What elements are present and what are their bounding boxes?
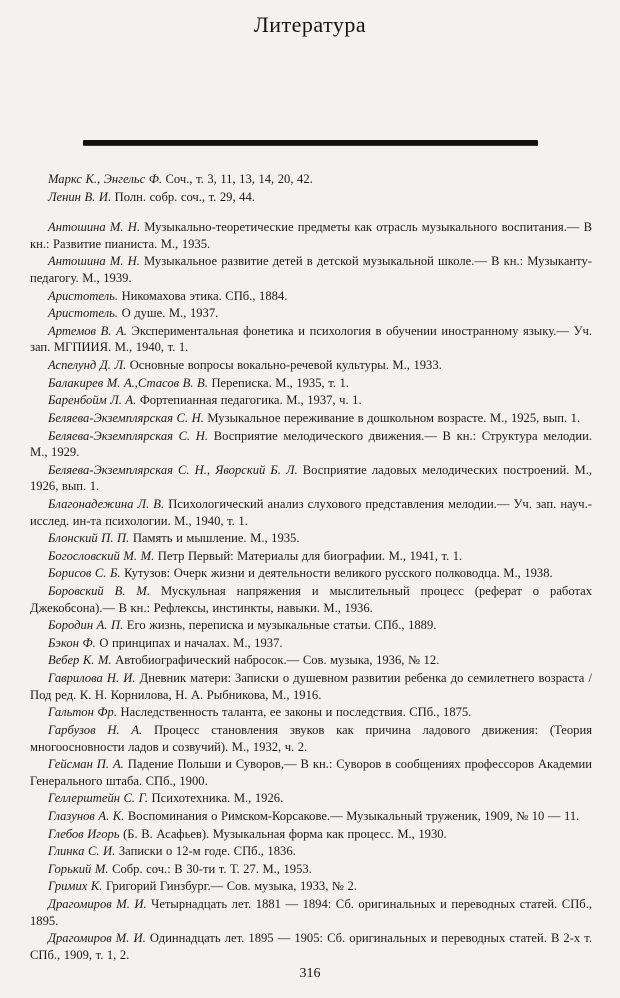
- entry-text: Музыкальное развитие детей в детской музыкальной школе.— В кн.: Музыканту-педагогу. М., 1939.: [30, 254, 592, 286]
- entry-text: Четырнадцать лет. 1881 — 1894: Сб. оригинальных и переводных статей. СПб., 1895.: [30, 896, 592, 928]
- entry-author: Благонадежина Л. В.: [48, 496, 165, 511]
- section-divider: [0, 140, 620, 145]
- entry-text: Одиннадцать лет. 1895 — 1905: Сб. оригинальных и переводных статей. В 2-х т. СПб., 1909, т. 1, 2.: [30, 931, 592, 962]
- bibliography-entry: [30, 548, 592, 565]
- entry-text: Мускульная напряжения и мыслительный процесс (реферат о работах Джекобсона).— В кн.: Рефлексы, инстинкты, навыки. М., 1936.: [30, 584, 592, 615]
- entry-text: Переписка. М., 1935, т. 1.: [207, 375, 349, 390]
- bibliography-entry: [30, 861, 592, 878]
- entry-author: Аристотель.: [48, 306, 119, 321]
- bibliography-entry: [30, 878, 592, 895]
- entry-text: Наследственность таланта, ее законы и последствия. СПб., 1875.: [116, 705, 472, 720]
- entry-text: Восприятие мелодического движения.— В кн.: Структура мелодии. М., 1929.: [30, 428, 593, 460]
- bibliography-entry: [30, 530, 592, 547]
- entry-author: Ленин В. И.: [48, 189, 112, 204]
- bibliography-entry: [30, 219, 592, 252]
- bibliography-entry: [30, 428, 592, 461]
- bibliography-entry: [30, 583, 592, 616]
- entry-text: Воспоминания о Римском-Корсакове.— Музыкальный труженик, 1909, № 10 — 11.: [124, 808, 580, 823]
- bibliography-entry: [30, 930, 592, 963]
- bibliography-entry: [30, 617, 592, 634]
- entry-text: О принципах и началах. М., 1937.: [95, 635, 283, 650]
- entry-author: Гаврилова Н. И.: [48, 671, 136, 686]
- entry-text: Записки о 12-м годе. СПб., 1836.: [115, 844, 296, 859]
- entry-author: Беляева-Экземплярская С. Н.: [48, 428, 209, 443]
- entry-author: Артемов В. А.: [48, 323, 127, 338]
- entry-text: Его жизнь, переписка и музыкальные статьи. СПб., 1889.: [123, 618, 437, 633]
- bibliography-entry: [30, 288, 592, 305]
- bibliography-list: [0, 171, 620, 963]
- entry-text: Память и мышление. М., 1935.: [129, 531, 300, 546]
- entry-text: Процесс становления звуков как причина ладового движения: (Теория многоосновности ладов и созвучий). М., 1932, ч. 2.: [30, 722, 592, 754]
- bibliography-entry: [30, 790, 592, 807]
- entry-text: Григорий Гинзбург.— Сов. музыка, 1933, № 2.: [102, 879, 357, 894]
- entry-text: Основные вопросы вокально-речевой культуры. М., 1933.: [126, 358, 442, 373]
- bibliography-entry: [30, 305, 592, 322]
- entry-author: Гейсман П. А.: [48, 757, 124, 772]
- bibliography-entry: [30, 253, 592, 286]
- bibliography-entry: [30, 565, 592, 582]
- entry-author: Беляева-Экземплярская С. Н., Яворский Б. Л.: [48, 462, 298, 477]
- bibliography-entry: [30, 357, 592, 374]
- entry-text: Никомахова этика. СПб., 1884.: [118, 288, 288, 303]
- entry-text: Петр Первый: Материалы для биографии. М., 1941, т. 1.: [154, 548, 463, 563]
- bibliography-entry: [30, 496, 592, 529]
- entry-author: Глебов Игорь: [48, 826, 120, 841]
- entry-author: Бородин А. П.: [48, 618, 124, 633]
- entry-author: Аспелунд Д. Л.: [48, 358, 127, 373]
- bibliography-entry: [30, 826, 592, 843]
- bibliography-entry: [30, 323, 592, 356]
- bibliography-entry: [30, 843, 592, 860]
- entry-author: Бэкон Ф.: [48, 635, 96, 650]
- entry-text: Собр. соч.: В 30-ти т. Т. 27. М., 1953.: [108, 861, 312, 876]
- entry-text: Автобиографический набросок.— Сов. музыка, 1936, № 12.: [111, 653, 440, 668]
- entry-author: Гримих К.: [48, 879, 103, 894]
- entry-author: Горький М.: [48, 861, 109, 876]
- entry-author: Драгомиров М. И.: [48, 896, 147, 911]
- entry-text: Психологический анализ слухового представления мелодии.— Уч. зап. науч.-исслед. ин-та психологии. М., 1940, т. 1.: [30, 496, 592, 528]
- entry-author: Геллерштейн С. Г.: [48, 791, 148, 806]
- entry-text: Восприятие ладовых мелодических построений. М., 1926, вып. 1.: [30, 462, 592, 494]
- bibliography-entry: [30, 410, 592, 427]
- bibliography-entry: [30, 189, 592, 206]
- bibliography-entry: [30, 704, 592, 721]
- bibliography-entry: [30, 808, 592, 825]
- bibliography-entry: [30, 896, 592, 929]
- entry-author: Богословский М. М.: [48, 548, 155, 563]
- group-spacer: [30, 206, 592, 219]
- entry-author: Беляева-Экземплярская С. Н.: [48, 410, 204, 425]
- entry-author: Вебер К. М.: [48, 653, 112, 668]
- entry-author: Баренбойм Л. А.: [48, 393, 137, 408]
- entry-text: Падение Польши и Суворов,— В кн.: Суворов в сообщениях профессоров Академии Генерального штаба. СПб., 1900.: [30, 757, 592, 788]
- entry-text: Фортепианная педагогика. М., 1937, ч. 1.: [136, 393, 362, 408]
- bibliography-entry: [30, 462, 592, 495]
- entry-text: Полн. собр. соч., т. 29, 44.: [111, 189, 255, 204]
- entry-author: Блонский П. П.: [48, 531, 130, 546]
- entry-text: Музыкальное переживание в дошкольном возрасте. М., 1925, вып. 1.: [203, 410, 581, 425]
- entry-text: О душе. М., 1937.: [118, 306, 219, 321]
- entry-text: Дневник матери: Записки о душевном развитии ребенка до семилетнего возраста /Под ред. К. Н. Корнилова, Н. А. Рыбникова, М., 1916.: [30, 671, 592, 702]
- entry-author: Боровский В. М.: [48, 584, 151, 599]
- entry-author: Антошина М. Н.: [48, 220, 141, 235]
- bibliography-entry: [30, 722, 592, 755]
- bibliography-entry: [30, 652, 592, 669]
- entry-text: Экспериментальная фонетика и психология в обучении иностранному языку.— Уч. зап. МГПИИЯ. М., 1940, т. 1.: [30, 323, 592, 355]
- bibliography-entry: [30, 670, 592, 703]
- page-number: 316: [299, 966, 321, 981]
- bibliography-entry: [30, 635, 592, 652]
- entry-text: Соч., т. 3, 11, 13, 14, 20, 42.: [161, 172, 313, 186]
- entry-author: Маркс К., Энгельс Ф.: [48, 172, 162, 186]
- entry-author: Гарбузов Н. А.: [48, 722, 143, 737]
- entry-author: Гальтон Фр.: [48, 705, 117, 720]
- entry-text: Кутузов: Очерк жизни и деятельности великого русского полководца. М., 1938.: [120, 566, 553, 581]
- entry-text: (Б. В. Асафьев). Музыкальная форма как процесс. М., 1930.: [119, 826, 447, 841]
- entry-text: Музыкально-теоретические предметы как отрасль музыкального воспитания.— В кн.: Развитие пианиста. М., 1935.: [30, 220, 592, 251]
- page-title: Литература: [253, 12, 367, 37]
- entry-text: Психотехника. М., 1926.: [148, 791, 284, 806]
- entry-author: Борисов С. Б.: [48, 566, 121, 581]
- entry-author: Глазунов А. К.: [48, 808, 125, 823]
- bibliography-entry: [30, 375, 592, 392]
- bibliography-entry: [30, 756, 592, 789]
- entry-author: Глинка С. И.: [48, 844, 116, 859]
- entry-author: Драгомиров М. И.: [48, 931, 146, 946]
- divider-rule: [83, 140, 538, 145]
- entry-author: Аристотель.: [48, 288, 119, 303]
- bibliography-entry: [30, 171, 592, 188]
- bibliography-entry: [30, 392, 592, 409]
- entry-author: Балакирев М. А.,Стасов В. В.: [48, 375, 208, 390]
- entry-author: Антошина М. Н.: [48, 254, 140, 269]
